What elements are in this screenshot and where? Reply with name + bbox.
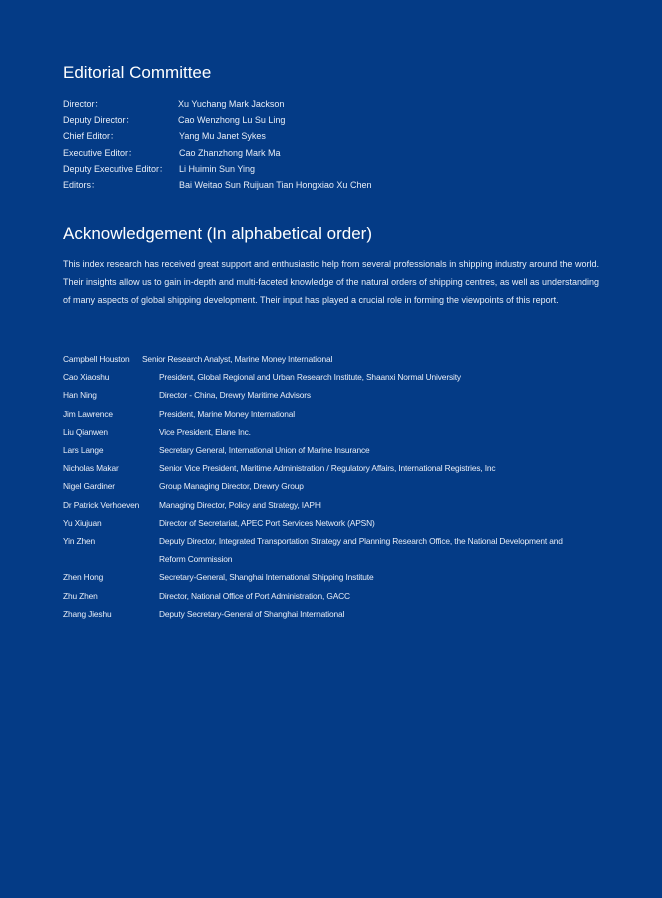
person-row	[63, 423, 603, 441]
person-title: Secretary General, International Union of Marine Insurance	[159, 445, 370, 456]
person-name: Lars Lange	[63, 445, 104, 456]
person-row	[63, 514, 603, 532]
person-name: Zhang Jieshu	[63, 608, 112, 619]
committee-row	[63, 145, 603, 161]
person-title: Vice President, Elane Inc.	[159, 426, 251, 437]
person-row	[63, 568, 603, 586]
person-name: Dr Patrick Verhoeven	[63, 499, 140, 510]
person-name: Liu Qianwen	[63, 426, 108, 437]
committee-names: Cao Wenzhong Lu Su Ling	[178, 115, 286, 126]
committee-names: Cao Zhanzhong Mark Ma	[179, 147, 281, 158]
person-title: Group Managing Director, Drewry Group	[159, 481, 304, 492]
editorial-committee-title: Editorial Committee	[63, 63, 212, 82]
person-row	[63, 459, 603, 477]
person-title: Director, National Office of Port Administration, GACC	[159, 590, 350, 601]
person-title: President, Global Regional and Urban Research Institute, Shaanxi Normal University	[159, 372, 461, 383]
acknowledgement-list	[63, 350, 603, 623]
committee-names: Li Huimin Sun Ying	[179, 163, 256, 174]
committee-names: Bai Weitao Sun Ruijuan Tian Hongxiao Xu Chen	[179, 179, 372, 190]
person-name: Jim Lawrence	[63, 408, 113, 419]
person-title: Senior Research Analyst, Marine Money International	[142, 354, 333, 364]
person-title: Secretary-General, Shanghai International Shipping Institute	[159, 572, 374, 583]
person-name: Yin Zhen	[63, 536, 96, 547]
person-name: Nicholas Makar	[63, 463, 119, 474]
person-title: Director - China, Drewry Maritime Advisors	[159, 390, 311, 401]
person-name: Yu Xiujuan	[63, 517, 102, 528]
person-title: Senior Vice President, Maritime Administration / Regulatory Affairs, International Registries, Inc	[159, 463, 496, 474]
person-name: Zhen Hong	[63, 572, 104, 583]
person-title: Managing Director, Policy and Strategy, IAPH	[159, 499, 321, 510]
editorial-committee-list	[63, 96, 603, 193]
acknowledgement-title: Acknowledgement (In alphabetical order)	[63, 224, 373, 243]
person-row	[63, 350, 603, 368]
committee-row	[63, 161, 603, 177]
committee-names: Xu Yuchang Mark Jackson	[178, 99, 285, 109]
person-name: Zhu Zhen	[63, 590, 98, 601]
person-name: Campbell Houston	[63, 354, 130, 364]
person-row	[63, 368, 603, 386]
person-name: Cao Xiaoshu	[63, 372, 110, 383]
committee-row	[63, 96, 603, 112]
person-title: Deputy Director, Integrated Transportation Strategy and Planning Research Office, the National Development and Reform Commission	[159, 536, 563, 565]
person-row	[63, 477, 603, 495]
person-row	[63, 441, 603, 459]
person-row	[63, 587, 603, 605]
person-name: Han Ning	[63, 390, 97, 401]
person-title: Deputy Secretary-General of Shanghai International	[159, 608, 345, 619]
person-title: Director of Secretariat, APEC Port Services Network (APSN)	[159, 517, 375, 528]
committee-role: Deputy Director：	[63, 115, 135, 126]
person-row	[63, 405, 603, 423]
committee-role: Editors：	[63, 179, 101, 190]
person-row	[63, 496, 603, 514]
committee-row	[63, 177, 603, 193]
committee-names: Yang Mu Janet Sykes	[179, 131, 266, 142]
committee-row	[63, 128, 603, 144]
person-row	[63, 386, 603, 404]
committee-role: Deputy Executive Editor：	[63, 163, 169, 174]
committee-role: Director：	[63, 99, 104, 109]
person-title: President, Marine Money International	[159, 408, 295, 419]
person-row	[63, 605, 603, 623]
person-row	[63, 532, 603, 568]
person-name: Nigel Gardiner	[63, 481, 115, 492]
acknowledgement-intro: This index research has received great support and enthusiastic help from several professionals in shipping industry around the world. Their insights allow us to gain in-depth and multi-faceted knowledge of the natural orders of shipping centres, as well as understanding of many aspects of global shipping development. Their input has played a crucial role in forming the viewpoints of this report.	[63, 259, 599, 305]
committee-row	[63, 112, 603, 128]
committee-role: Executive Editor：	[63, 147, 138, 158]
committee-role: Chief Editor：	[63, 131, 120, 142]
